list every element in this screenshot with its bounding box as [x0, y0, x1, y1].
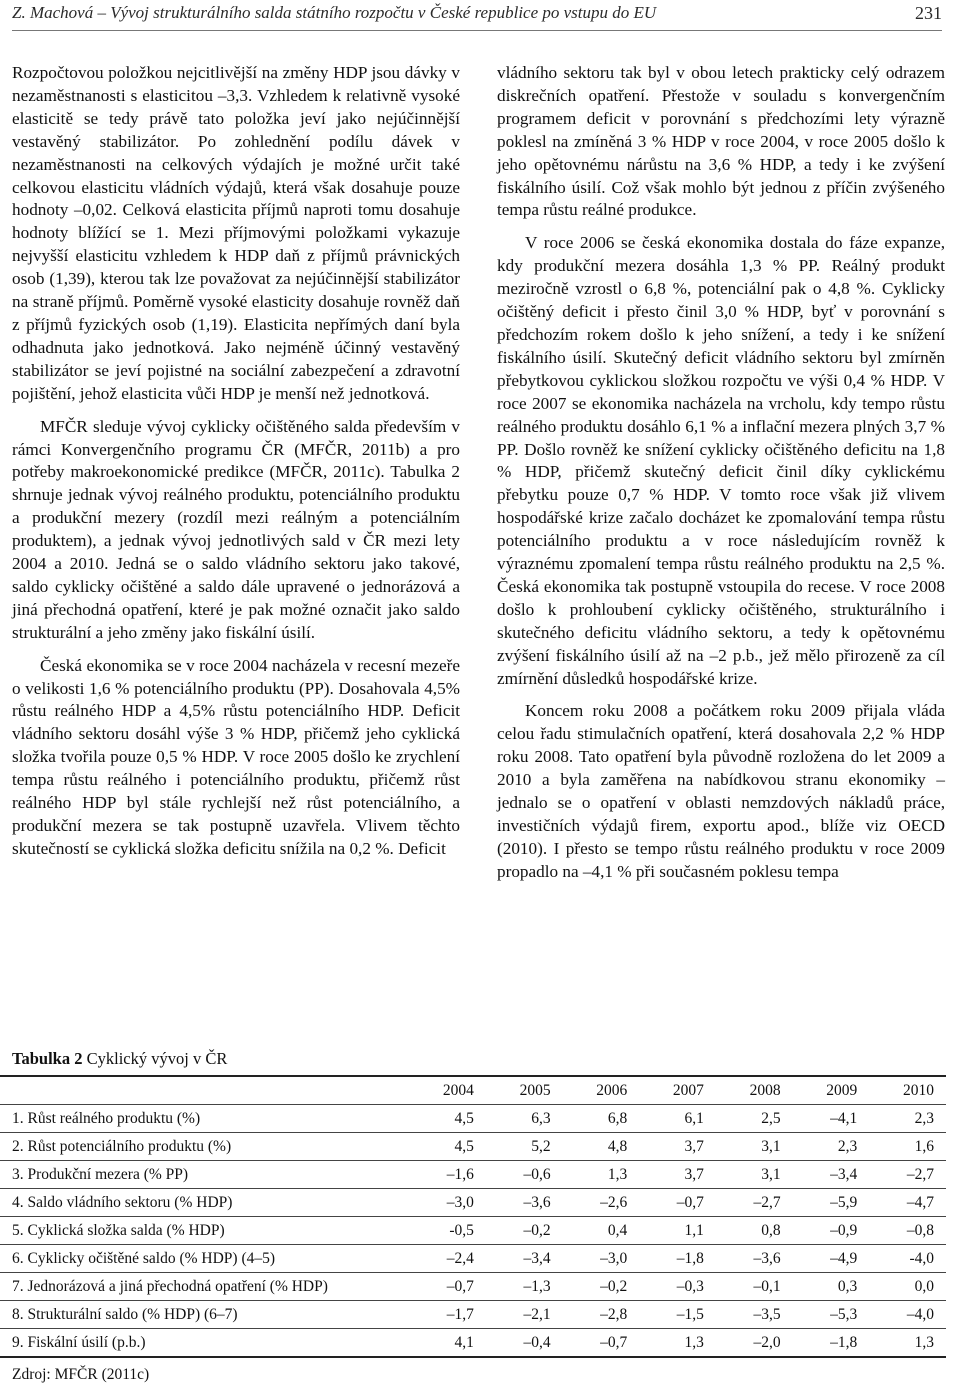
table-caption [12, 1049, 227, 1069]
table-cell: –0,7 [639, 1189, 716, 1217]
table-row [0, 1105, 946, 1133]
table-cell: –0,2 [486, 1217, 563, 1245]
table-cell: –4,9 [793, 1245, 870, 1273]
table-cell: 3,7 [639, 1161, 716, 1189]
table-row [0, 1189, 946, 1217]
table-cell: 2,3 [869, 1105, 946, 1133]
right-paragraph-3: Koncem roku 2008 a počátkem roku 2009 přijala vláda celou řadu stimulačních opatření, která dosahovala 2,2 % HDP roku 2008. Tato opatření byla původně rozložena do let 2009 a 2010 a byla zaměřena na nabídkovou stranu ekonomiky – jednalo se o opatření v oblasti nemzdových nákladů práce, investičních výdajů firem, exportu apod., blíže viz OECD (2010). I přesto se tempo růstu reálného produktu v roce 2009 propadlo na –4,1 % při současném poklesu tempa [497, 701, 945, 881]
table-cell: 4,5 [409, 1105, 486, 1133]
left-paragraph-2: MFČR sleduje vývoj cyklicky očištěného salda především v rámci Konvergenčního programu ČR (MFČR, 2011b) a pro potřeby makroekonomické predikce (MFČR, 2011c). Tabulka 2 shrnuje jednak vývoj reálného produktu, potenciálního produktu a produkční mezery (rozdíl mezi reálným a potenciálním produktem), a jednak vývoj jednotlivých sald v ČR mezi lety 2004 a 2010. Jedná se o saldo vládního sektoru jako takové, saldo cyklicky očištěné a saldo dále upravené o jednorázová a jiná přechodná opatření, které je pak možné označit jako saldo strukturální a jeho změny jako fiskální úsilí. [12, 416, 460, 642]
table-cell: –0,7 [409, 1273, 486, 1301]
table-cell: –0,1 [716, 1273, 793, 1301]
header-rule [12, 30, 942, 31]
table-cell: –2,8 [563, 1301, 640, 1329]
table-row [0, 1217, 946, 1245]
row-label: 2. Růst potenciálního produktu (%) [0, 1133, 409, 1161]
year-header: 2006 [563, 1076, 640, 1105]
table-cell: 1,3 [869, 1329, 946, 1358]
table-row [0, 1161, 946, 1189]
table-cell: –0,9 [793, 1217, 870, 1245]
right-column [497, 62, 945, 884]
table-cell: 3,1 [716, 1133, 793, 1161]
table-cell: 1,3 [639, 1329, 716, 1358]
table-cell: 2,3 [793, 1133, 870, 1161]
table-cell: 3,1 [716, 1161, 793, 1189]
row-label: 1. Růst reálného produktu (%) [0, 1105, 409, 1133]
table-cell: 6,1 [639, 1105, 716, 1133]
running-title: Z. Machová – Vývoj strukturálního salda státního rozpočtu v České republice po vstupu do EU [12, 3, 657, 22]
table-cell: –1,5 [639, 1301, 716, 1329]
table-cell: –4,1 [793, 1105, 870, 1133]
table-cell: 6,8 [563, 1105, 640, 1133]
table-cell: –4,7 [869, 1189, 946, 1217]
right-paragraph-2: V roce 2006 se česká ekonomika dostala do fáze expanze, kdy produkční mezera dosáhla 1,3 % PP. Reálný produkt meziročně vzrostl o 6,8 %, potenciální pak o 4,8 %. Cyklicky očištěný deficit i přesto činil 3,0 % HDP, byť v porovnání s předchozím rokem došlo k jeho snížení, a tedy i ke snížení fiskálního úsilí. Skutečný deficit vládního sektoru byl zmírněn přebytkovou cyklickou složkou rozpočtu ve výši 0,4 % HDP. V roce 2007 se ekonomika nacházela na vrcholu, kdy tempo růstu reálného produktu dosáhlo 6,1 % a inflační mezera plných 3,7 % PP. Došlo rovněž ke snížení cyklicky očištěného deficitu na 1,8 % HDP, přičemž skutečný deficit činil díky cyklickému přebytku pouze 0,7 % HDP. V tomto roce však již vlivem hospodářské krize začalo docházet ke zpomalování tempa růstu potenciálního produktu a v roce následujícím rovněž k výraznému zpomalení tempa růstu reálného produktu na 2,5 %. Česká ekonomika tak postupně vstoupila do recese. V roce 2008 došlo k prohloubení cyklicky očištěného, strukturálního i skutečného deficitu vládního sektoru, a tedy k opětovnému zvýšení fiskálního úsilí až na –2 p.b., jež mělo přirozeně za cíl zmírnění důsledků hospodářské krize. [497, 233, 945, 688]
table-cell: 3,7 [639, 1133, 716, 1161]
table-cell: –3,0 [563, 1245, 640, 1273]
table-cell: –1,3 [486, 1273, 563, 1301]
table-cell: –0,3 [639, 1273, 716, 1301]
row-label: 8. Strukturální saldo (% HDP) (6–7) [0, 1301, 409, 1329]
table-cell: –3,0 [409, 1189, 486, 1217]
year-header: 2009 [793, 1076, 870, 1105]
table-cell: 4,1 [409, 1329, 486, 1358]
table-cell: 5,2 [486, 1133, 563, 1161]
table-cell: 4,8 [563, 1133, 640, 1161]
table-cell: –0,6 [486, 1161, 563, 1189]
page-number: 231 [915, 3, 942, 23]
table-cell: –3,4 [793, 1161, 870, 1189]
table-cell: –1,6 [409, 1161, 486, 1189]
year-header: 2010 [869, 1076, 946, 1105]
row-label: 4. Saldo vládního sektoru (% HDP) [0, 1189, 409, 1217]
table-cell: –1,7 [409, 1301, 486, 1329]
table-row [0, 1273, 946, 1301]
table-row [0, 1329, 946, 1358]
row-label: 3. Produkční mezera (% PP) [0, 1161, 409, 1189]
table-cell: –3,6 [716, 1245, 793, 1273]
table-cell: –3,6 [486, 1189, 563, 1217]
table-cell: –5,9 [793, 1189, 870, 1217]
table-cell: –1,8 [793, 1329, 870, 1358]
table-cell: 0,0 [869, 1273, 946, 1301]
left-column [12, 62, 460, 861]
table-row [0, 1245, 946, 1273]
table-cell: –1,8 [639, 1245, 716, 1273]
table-cell: –3,5 [716, 1301, 793, 1329]
table-caption-text: Cyklický vývoj v ČR [82, 1049, 228, 1068]
row-label: 7. Jednorázová a jiná přechodná opatření (% HDP) [0, 1273, 409, 1301]
table-caption-number: Tabulka 2 [12, 1049, 83, 1068]
table-header-blank [0, 1076, 409, 1105]
table-cell: 1,1 [639, 1217, 716, 1245]
table-cell: –0,4 [486, 1329, 563, 1358]
table-cell: –2,7 [869, 1161, 946, 1189]
table-row [0, 1133, 946, 1161]
table-cell: -4,0 [869, 1245, 946, 1273]
table-cell: –0,7 [563, 1329, 640, 1358]
table-cell: 6,3 [486, 1105, 563, 1133]
year-header: 2005 [486, 1076, 563, 1105]
running-header [12, 3, 942, 27]
table-cell: 2,5 [716, 1105, 793, 1133]
row-label: 5. Cyklická složka salda (% HDP) [0, 1217, 409, 1245]
left-paragraph-1: Rozpočtovou položkou nejcitlivější na změny HDP jsou dávky v nezaměstnanosti s elasticitou –3,3. Vzhledem k relativně vysoké elasticitě se tedy právě tato položka jeví jako nejúčinnější vestavěný stabilizátor. Po zohlednění podílu dávek v nezaměstnanosti na celkových výdajích je možné určit také celkovou elasticitu vládních výdajů, která však dosahuje pouze hodnoty –0,02. Celková elasticita příjmů naproti tomu dosahuje hodnoty blížící se 1. Mezi příjmovými položkami vykazuje nejvyšší elasticitu vzhledem k HDP daň z příjmů právnických osob (1,39), kterou tak lze považovat za nejúčinnější stabilizátor na straně příjmů. Poměrně vysoké elasticity dosahuje rovněž daň z příjmů fyzických osob (1,19). Elasticita nepřímých daní byla odhadnuta jako jednotková. Jako nejméně účinný vestavěný stabilizátor se jeví pojistné na sociální zabezpečení a zdravotní pojištění, jehož elasticita vůči HDP je menší než jednotková. [12, 63, 460, 403]
cyclical-development-table [0, 1075, 946, 1358]
table-cell: 0,8 [716, 1217, 793, 1245]
table-cell: –4,0 [869, 1301, 946, 1329]
table-cell: –3,4 [486, 1245, 563, 1273]
table-cell: –5,3 [793, 1301, 870, 1329]
row-label: 6. Cyklicky očištěné saldo (% HDP) (4–5) [0, 1245, 409, 1273]
table-cell: 4,5 [409, 1133, 486, 1161]
right-paragraph-1: vládního sektoru tak byl v obou letech prakticky celý odrazem diskrečních opatření. Přestože v souladu s konvergenčním programem deficit v porovnání s předchozími lety výrazně poklesl na zmíněná 3 % HDP v roce 2004, v roce 2005 došlo k jeho opětovnému nárůstu na 3,6 % HDP, a tedy i ke zvýšení fiskálního úsilí. Což však mohlo být jednou z příčin zvýšeného tempa růstu reálné produkce. [497, 63, 945, 220]
table-header-row [0, 1076, 946, 1105]
table-cell: 1,3 [563, 1161, 640, 1189]
table-cell: 0,4 [563, 1217, 640, 1245]
year-header: 2004 [409, 1076, 486, 1105]
table-source: Zdroj: MFČR (2011c) [12, 1366, 150, 1383]
left-paragraph-3: Česká ekonomika se v roce 2004 nacházela v recesní mezeře o velikosti 1,6 % potenciálního produktu (PP). Dosahovala 4,5% růstu reálného HDP a 4,5% růstu potenciálního HDP. Deficit vládního sektoru dosáhl výše 3 % HDP, přičemž jeho cyklická složka tvořila pouze 0,5 % HDP. V roce 2005 došlo ke zrychlení tempa růstu reálného i potenciálního produktu, přičemž růst reálného HDP byl stále rychlejší než růst potenciálního, a produkční mezera se tak postupně uzavřela. Vlivem těchto skutečností se cyklická složka deficitu snížila na 0,2 %. Deficit [12, 655, 460, 858]
table-cell: –2,0 [716, 1329, 793, 1358]
table-cell: -0,5 [409, 1217, 486, 1245]
table-row [0, 1301, 946, 1329]
table-cell: –2,6 [563, 1189, 640, 1217]
table-cell: 0,3 [793, 1273, 870, 1301]
table-cell: –2,1 [486, 1301, 563, 1329]
table-body [0, 1105, 946, 1358]
table-cell: –2,4 [409, 1245, 486, 1273]
table-cell: 1,6 [869, 1133, 946, 1161]
table-cell: –0,8 [869, 1217, 946, 1245]
year-header: 2007 [639, 1076, 716, 1105]
row-label: 9. Fiskální úsilí (p.b.) [0, 1329, 409, 1358]
year-header: 2008 [716, 1076, 793, 1105]
table-cell: –2,7 [716, 1189, 793, 1217]
table-cell: –0,2 [563, 1273, 640, 1301]
